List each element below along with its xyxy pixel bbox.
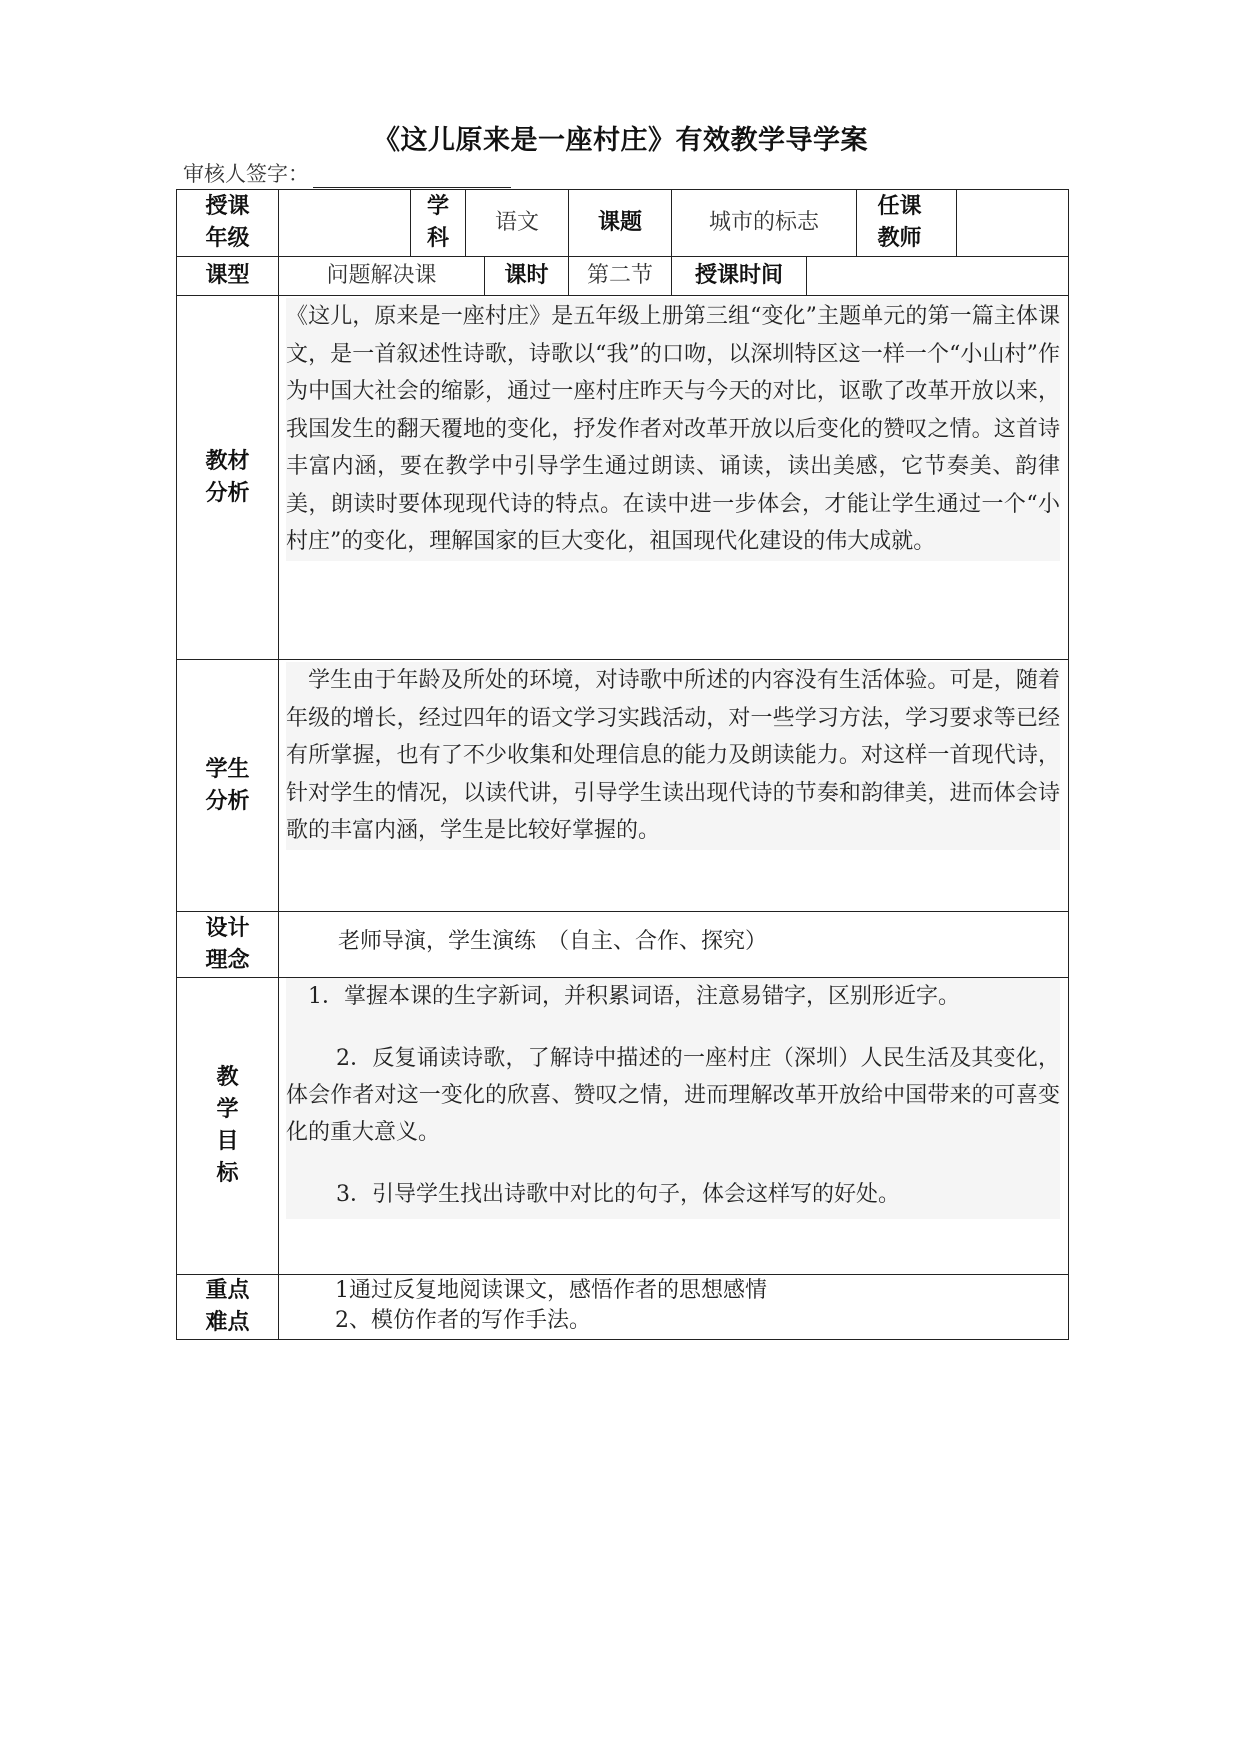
teaching-goals-label: 教 学 目 标 — [216, 1065, 239, 1186]
page-title: 《这儿原来是一座村庄》有效教学导学案 — [373, 125, 868, 156]
design-concept-text: 老师导演，学生演练 （自主、合作、探究） — [338, 929, 768, 954]
student-analysis-text: 学生由于年龄及所处的环境，对诗歌中所述的内容没有生活体验。可是，随着年级的增长，经过四年的语文学习实践活动，对一些学习方法，学习要求等已经有所掌握，也有了不少收集和处理信息的能力及朗读能力。对这样一首现代诗，针对学生的情况，以读代讲，引导学生读出现代诗的节奏和韵律美，进而体会诗歌的丰富内涵，学生是比较好掌握的。 — [286, 662, 1060, 850]
topic-value: 城市的标志 — [708, 210, 819, 235]
grade-label: 授课 年级 — [205, 194, 250, 251]
design-concept-label: 设计 理念 — [205, 915, 250, 973]
key-point-item: 2、模仿作者的写作手法。 — [335, 1308, 591, 1333]
key-points-label: 重点 难点 — [205, 1278, 250, 1335]
time-label: 授课时间 — [694, 263, 783, 288]
subject-label: 学 科 — [426, 194, 449, 251]
student-analysis-label: 学生 分析 — [205, 756, 250, 814]
reviewer-signature — [183, 158, 511, 188]
reviewer-label: 审核人签字： — [183, 162, 309, 186]
grade-value[interactable] — [279, 190, 410, 256]
key-point-item: 1通过反复地阅读课文，感悟作者的思想感情 — [335, 1278, 767, 1303]
goal-item: 3．引导学生找出诗歌中对比的句子，体会这样写的好处。 — [336, 1182, 900, 1207]
teacher-label: 任课 教师 — [877, 194, 922, 251]
teaching-goals-list — [286, 978, 1060, 1219]
type-value: 问题解决课 — [326, 263, 437, 288]
period-value: 第二节 — [586, 263, 653, 288]
textbook-analysis-text: 《这儿，原来是一座村庄》是五年级上册第三组“变化”主题单元的第一篇主体课文，是一首叙述性诗歌，诗歌以“我”的口吻，以深圳特区这一样一个“小山村”作为中国大社会的缩影，通过一座村庄昨天与今天的对比，讴歌了改革开放以来，我国发生的翻天覆地的变化，抒发作者对改革开放以后变化的赞叹之情。这首诗丰富内涵，要在教学中引导学生通过朗读、诵读，读出美感，它节奏美、韵律美，朗读时要体现现代诗的特点。在读中进一步体会，才能让学生通过一个“小村庄”的变化，理解国家的巨大变化，祖国现代化建设的伟大成就。 — [286, 298, 1060, 561]
time-value[interactable] — [807, 257, 1068, 295]
subject-value: 语文 — [494, 210, 539, 235]
key-points-list — [335, 1276, 1055, 1336]
goal-item: 2．反复诵读诗歌，了解诗中描述的一座村庄（深圳）人民生活及其变化，体会作者对这一变化的欣喜、赞叹之情，进而理解改革开放给中国带来的可喜变化的重大意义。 — [286, 1046, 1060, 1145]
type-label: 课型 — [205, 263, 250, 288]
period-label: 课时 — [504, 263, 549, 288]
signature-line[interactable] — [313, 167, 511, 188]
goal-item: 1．掌握本课的生字新词，并积累词语，注意易错字，区别形近字。 — [308, 984, 960, 1009]
teacher-value[interactable] — [957, 190, 1068, 256]
textbook-analysis-label: 教材 分析 — [205, 448, 250, 506]
topic-label: 课题 — [597, 210, 642, 235]
